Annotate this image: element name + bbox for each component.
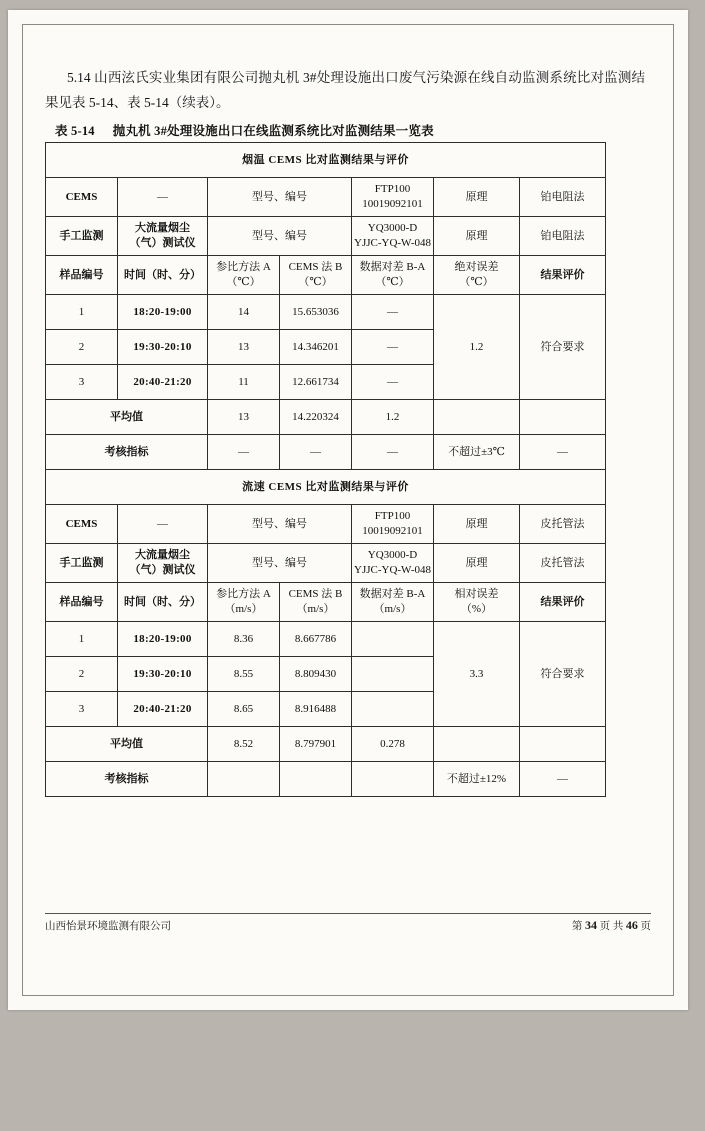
table-row: [46, 217, 606, 256]
s2-row1-a: 8.36: [208, 622, 280, 657]
table-row: [46, 583, 606, 622]
s1-row1-a: 14: [208, 295, 280, 330]
s1-manual-device-line1: 大流量烟尘: [135, 222, 190, 234]
s2-cems-model-value: [352, 505, 434, 544]
table-caption: [45, 121, 645, 139]
s1-row2-b: 14.346201: [280, 330, 352, 365]
s2-row2-a: 8.55: [208, 657, 280, 692]
s2-criteria-evaluation: —: [520, 762, 606, 797]
s1-manual-model-line2: YJJC-YQ-W-048: [354, 237, 431, 249]
s1-header-error: [434, 256, 520, 295]
s1-row2-a: 13: [208, 330, 280, 365]
s2-error-value: 3.3: [434, 622, 520, 727]
s2-row2-diff: [352, 657, 434, 692]
s2-manual-device-line1: 大流量烟尘: [135, 549, 190, 561]
s1-criteria-label: 考核指标: [46, 435, 208, 470]
s2-criteria-label: 考核指标: [46, 762, 208, 797]
footer-company: 山西怡景环境监测有限公司: [45, 921, 171, 932]
s1-header-diff-line2: （℃）: [375, 276, 410, 288]
s2-header-cems-b-line1: CEMS 法 B: [288, 588, 343, 600]
section1-title: 烟温 CEMS 比对监测结果与评价: [46, 143, 606, 178]
s2-row3-no: 3: [46, 692, 118, 727]
s2-manual-model-line1: YQ3000-D: [367, 549, 418, 561]
s1-manual-principle-value: 铂电阻法: [520, 217, 606, 256]
s1-row3-a: 11: [208, 365, 280, 400]
s2-average-blank1: [434, 727, 520, 762]
s2-header-cems-b-line2: （m/s）: [296, 603, 335, 615]
s1-header-diff-line1: 数据对差 B-A: [359, 261, 426, 273]
s1-header-evaluation: 结果评价: [520, 256, 606, 295]
s2-header-diff-line1: 数据对差 B-A: [359, 588, 426, 600]
s1-header-error-line1: 绝对误差: [454, 261, 499, 273]
s2-row3-diff: [352, 692, 434, 727]
s1-cems-model-line2: 10019092101: [362, 198, 423, 210]
s1-average-blank1: [434, 400, 520, 435]
s2-manual-model-label: 型号、编号: [208, 544, 352, 583]
s1-manual-device-line2: （气）测试仪: [129, 237, 196, 249]
table-caption-text: 抛丸机 3#处理设施出口在线监测系统比对监测结果一览表: [112, 124, 434, 138]
table-row: [46, 727, 606, 762]
s2-cems-label: CEMS: [46, 505, 118, 544]
s2-criteria-a: [208, 762, 280, 797]
footer-pagination: [572, 918, 651, 933]
page-footer: [45, 913, 651, 933]
s1-row3-diff: —: [352, 365, 434, 400]
s1-criteria-evaluation: —: [520, 435, 606, 470]
s2-header-error-line2: （%）: [460, 603, 493, 615]
s2-cems-principle-value: 皮托管法: [520, 505, 606, 544]
section2-title: 流速 CEMS 比对监测结果与评价: [46, 470, 606, 505]
table-row: [46, 178, 606, 217]
s1-row1-b: 15.653036: [280, 295, 352, 330]
s1-error-value: 1.2: [434, 295, 520, 400]
s1-row2-time: 19:30-20:10: [118, 330, 208, 365]
s2-header-error: [434, 583, 520, 622]
s2-average-label: 平均值: [46, 727, 208, 762]
s1-manual-device: [118, 217, 208, 256]
s2-header-method-a-line2: （m/s）: [224, 603, 263, 615]
s2-manual-device-line2: （气）测试仪: [129, 564, 196, 576]
s1-row1-diff: —: [352, 295, 434, 330]
s1-criteria-a: —: [208, 435, 280, 470]
s2-row2-time: 19:30-20:10: [118, 657, 208, 692]
s2-criteria-b: [280, 762, 352, 797]
s2-row3-b: 8.916488: [280, 692, 352, 727]
s2-header-error-line1: 相对误差: [454, 588, 499, 600]
s2-manual-principle-value: 皮托管法: [520, 544, 606, 583]
s1-average-label: 平均值: [46, 400, 208, 435]
s1-header-cems-b: [280, 256, 352, 295]
table-row: [46, 505, 606, 544]
s2-average-diff: 0.278: [352, 727, 434, 762]
s1-row3-time: 20:40-21:20: [118, 365, 208, 400]
s1-manual-model-line1: YQ3000-D: [367, 222, 418, 234]
s2-manual-label: 手工监测: [46, 544, 118, 583]
s2-row1-time: 18:20-19:00: [118, 622, 208, 657]
footer-page-prefix: 第: [571, 921, 583, 932]
s2-row1-b: 8.667786: [280, 622, 352, 657]
s1-row1-time: 18:20-19:00: [118, 295, 208, 330]
s1-header-sample-no: 样品编号: [46, 256, 118, 295]
table-row: [46, 256, 606, 295]
s2-header-evaluation: 结果评价: [520, 583, 606, 622]
s1-header-cems-b-line1: CEMS 法 B: [288, 261, 343, 273]
s2-cems-principle-label: 原理: [434, 505, 520, 544]
s2-criteria-diff: [352, 762, 434, 797]
s2-row2-no: 2: [46, 657, 118, 692]
s2-average-blank2: [520, 727, 606, 762]
table-row: [46, 295, 606, 330]
s1-header-method-a-line1: 参比方法 A: [216, 261, 271, 273]
intro-paragraph: [45, 65, 645, 115]
s2-manual-model-value: [352, 544, 434, 583]
s1-average-b: 14.220324: [280, 400, 352, 435]
s1-header-diff: [352, 256, 434, 295]
s1-cems-model-label: 型号、编号: [208, 178, 352, 217]
s1-header-method-a: [208, 256, 280, 295]
s1-criteria-requirement: 不超过±3℃: [434, 435, 520, 470]
s2-row1-no: 1: [46, 622, 118, 657]
table-caption-number: 表 5-14: [55, 124, 95, 138]
s2-row1-diff: [352, 622, 434, 657]
s1-header-cems-b-line2: （℃）: [298, 276, 333, 288]
s2-header-sample-no: 样品编号: [46, 583, 118, 622]
footer-page-mid: 页 共: [599, 921, 624, 932]
s1-row3-b: 12.661734: [280, 365, 352, 400]
s2-manual-device: [118, 544, 208, 583]
s1-header-error-line2: （℃）: [459, 276, 494, 288]
s1-row1-no: 1: [46, 295, 118, 330]
s2-cems-dash: —: [118, 505, 208, 544]
s2-row2-b: 8.809430: [280, 657, 352, 692]
s1-manual-principle-label: 原理: [434, 217, 520, 256]
footer-page-total: 46: [625, 918, 638, 932]
page-border: [22, 24, 674, 996]
s2-row3-time: 20:40-21:20: [118, 692, 208, 727]
s2-manual-model-line2: YJJC-YQ-W-048: [354, 564, 431, 576]
table-row: [46, 544, 606, 583]
s1-average-a: 13: [208, 400, 280, 435]
table-row: [46, 400, 606, 435]
s2-header-diff-line2: （m/s）: [373, 603, 412, 615]
page-content: [45, 65, 645, 797]
s1-evaluation-value: 符合要求: [520, 295, 606, 400]
s1-average-diff: 1.2: [352, 400, 434, 435]
s1-cems-model-value: [352, 178, 434, 217]
s1-row2-no: 2: [46, 330, 118, 365]
s2-header-time: 时间（时、分）: [118, 583, 208, 622]
table-row: [46, 622, 606, 657]
s2-header-cems-b: [280, 583, 352, 622]
table-row: [46, 435, 606, 470]
s1-cems-principle-label: 原理: [434, 178, 520, 217]
s2-average-a: 8.52: [208, 727, 280, 762]
footer-page-suffix: 页: [640, 921, 651, 932]
table-row: [46, 470, 606, 505]
document-page: [8, 10, 688, 1010]
s1-cems-dash: —: [118, 178, 208, 217]
s2-evaluation-value: 符合要求: [520, 622, 606, 727]
s2-average-b: 8.797901: [280, 727, 352, 762]
s2-header-method-a: [208, 583, 280, 622]
s1-row2-diff: —: [352, 330, 434, 365]
table-row: [46, 762, 606, 797]
s2-cems-model-label: 型号、编号: [208, 505, 352, 544]
comparison-table: [45, 142, 606, 797]
footer-page-number: 34: [585, 918, 597, 932]
s1-manual-model-label: 型号、编号: [208, 217, 352, 256]
s1-row3-no: 3: [46, 365, 118, 400]
s2-criteria-requirement: 不超过±12%: [434, 762, 520, 797]
s2-header-diff: [352, 583, 434, 622]
s2-header-method-a-line1: 参比方法 A: [216, 588, 271, 600]
s1-cems-model-line1: FTP100: [374, 183, 411, 195]
s1-cems-label: CEMS: [46, 178, 118, 217]
s2-manual-principle-label: 原理: [434, 544, 520, 583]
s1-manual-model-value: [352, 217, 434, 256]
s1-criteria-b: —: [280, 435, 352, 470]
s1-criteria-diff: —: [352, 435, 434, 470]
table-row: [46, 143, 606, 178]
intro-text: 5.14 山西泫氏实业集团有限公司抛丸机 3#处理设施出口废气污染源在线自动监测系统比对监测结果见表 5-14、表 5-14（续表）。: [45, 70, 645, 110]
s2-cems-model-line1: FTP100: [374, 510, 411, 522]
s1-header-time: 时间（时、分）: [118, 256, 208, 295]
s1-average-blank2: [520, 400, 606, 435]
s2-cems-model-line2: 10019092101: [362, 525, 423, 537]
s1-header-method-a-line2: （℃）: [226, 276, 261, 288]
s2-row3-a: 8.65: [208, 692, 280, 727]
s1-manual-label: 手工监测: [46, 217, 118, 256]
s1-cems-principle-value: 铂电阻法: [520, 178, 606, 217]
